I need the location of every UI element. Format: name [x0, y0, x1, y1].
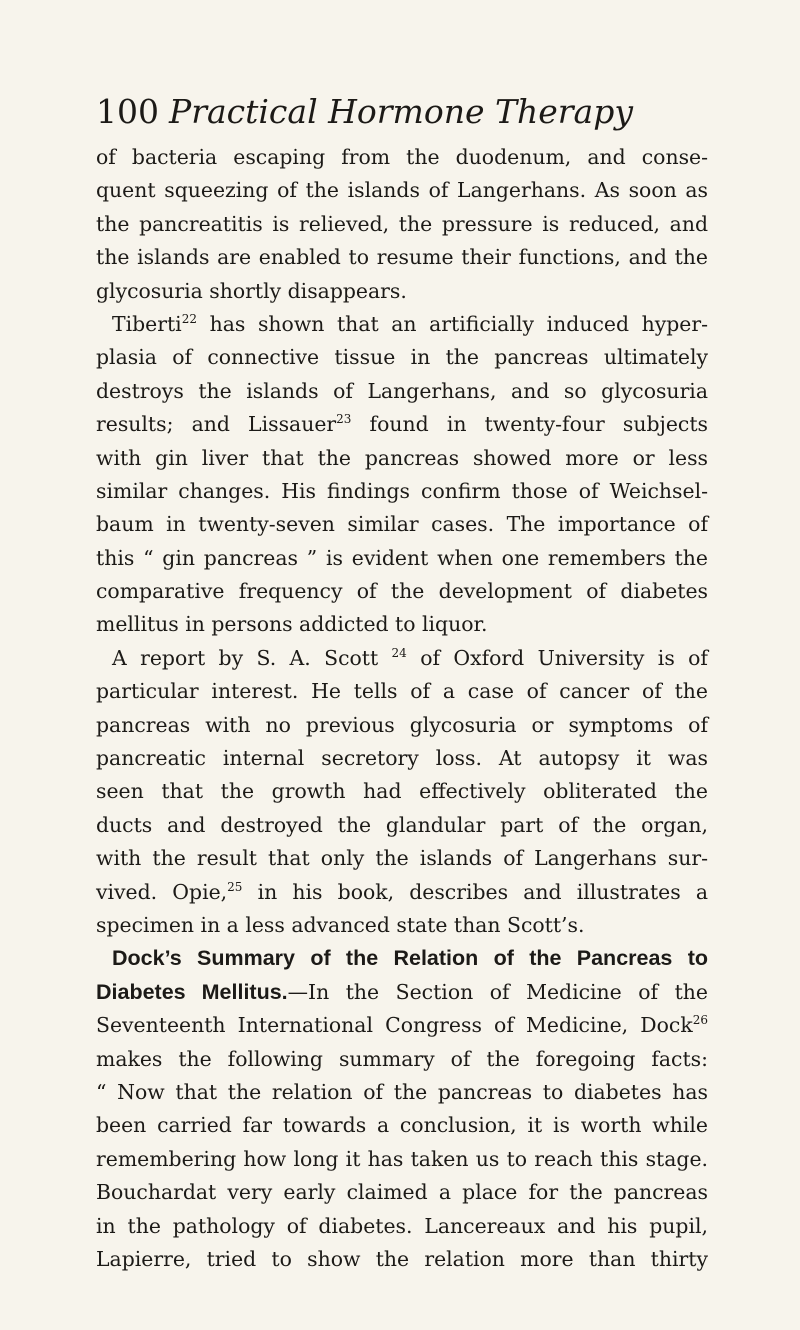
text-line: Bouchardat very early claimed a place for the pancreas — [96, 1180, 708, 1205]
text-run: Tiberti — [112, 311, 182, 336]
text-line: comparative frequency of the development of diabetes — [96, 579, 708, 604]
text-line: similar changes. His findings confirm those of Weichsel- — [96, 478, 708, 503]
text-line: with gin liver that the pancreas showed more or less — [96, 445, 708, 470]
page-number: 100 — [96, 92, 159, 131]
section-heading: Diabetes Mellitus. — [96, 979, 288, 1004]
text-line: destroys the islands of Langerhans, and so glycosuria — [96, 378, 708, 403]
text-line: particular interest. He tells of a case of cancer of the — [96, 679, 708, 704]
text-line: this “ gin pancreas ” is evident when one remembers the — [96, 545, 708, 570]
text-line: ducts and destroyed the glandular part of the organ, — [96, 812, 708, 837]
text-line: pancreas with no previous glycosuria or symptoms of — [96, 712, 708, 737]
body-text — [96, 141, 708, 1276]
text-line: specimen in a less advanced state than Scott’s. — [96, 912, 585, 937]
text-line: with the result that only the islands of Langerhans sur- — [96, 846, 708, 871]
text-line: makes the following summary of the foregoing facts: — [96, 1046, 708, 1071]
text-line: in the pathology of diabetes. Lancereaux and his pupil, — [96, 1213, 708, 1238]
section-heading: Dock’s Summary of the Relation of the Pancreas to — [112, 946, 708, 971]
text-line: “ Now that the relation of the pancreas to diabetes has — [96, 1079, 708, 1104]
text-run: Seventeenth International Congress of Medicine, Dock — [96, 1013, 693, 1038]
text-line: plasia of connective tissue in the pancreas ultimately — [96, 345, 708, 370]
text-line — [96, 308, 708, 341]
text-line: pancreatic internal secretory loss. At autopsy it was — [96, 746, 708, 771]
footnote-ref: 22 — [181, 312, 197, 327]
text-run: —In the Section of Medicine of the — [287, 979, 708, 1004]
running-title: Practical Hormone Therapy — [168, 92, 633, 131]
text-run: of Oxford University is of — [406, 645, 708, 670]
footnote-ref: 23 — [336, 412, 352, 427]
text-run: A report by S. A. Scott — [112, 645, 392, 670]
text-line — [96, 1009, 708, 1042]
text-line — [96, 408, 708, 441]
footnote-ref: 24 — [391, 646, 407, 661]
text-run: found in twenty-four subjects — [351, 412, 708, 437]
text-run: in his book, describes and illustrates a — [242, 879, 708, 904]
text-line: Lapierre, tried to show the relation more than thirty — [96, 1246, 708, 1271]
text-line — [96, 876, 708, 909]
text-line: the islands are enabled to resume their functions, and the — [96, 245, 708, 270]
text-line: seen that the growth had effectively obliterated the — [96, 779, 708, 804]
text-line: the pancreatitis is relieved, the pressure is reduced, and — [96, 211, 708, 236]
text-line — [96, 642, 708, 675]
text-line: glycosuria shortly disappears. — [96, 278, 407, 303]
page-header — [96, 92, 706, 132]
text-run: results; and Lissauer — [96, 412, 337, 437]
text-line — [96, 976, 708, 1009]
text-line: been carried far towards a conclusion, it is worth while — [96, 1113, 708, 1138]
footnote-ref: 26 — [692, 1013, 708, 1028]
text-line: remembering how long it has taken us to reach this stage. — [96, 1146, 708, 1171]
text-run: vived. Opie, — [96, 879, 228, 904]
footnote-ref: 25 — [227, 879, 243, 894]
text-line: baum in twenty-seven similar cases. The importance of — [96, 512, 708, 537]
text-line: quent squeezing of the islands of Langerhans. As soon as — [96, 178, 708, 203]
text-run: has shown that an artificially induced hyper- — [197, 311, 708, 336]
text-line: mellitus in persons addicted to liquor. — [96, 612, 488, 637]
text-line: of bacteria escaping from the duodenum, and conse- — [96, 145, 708, 169]
